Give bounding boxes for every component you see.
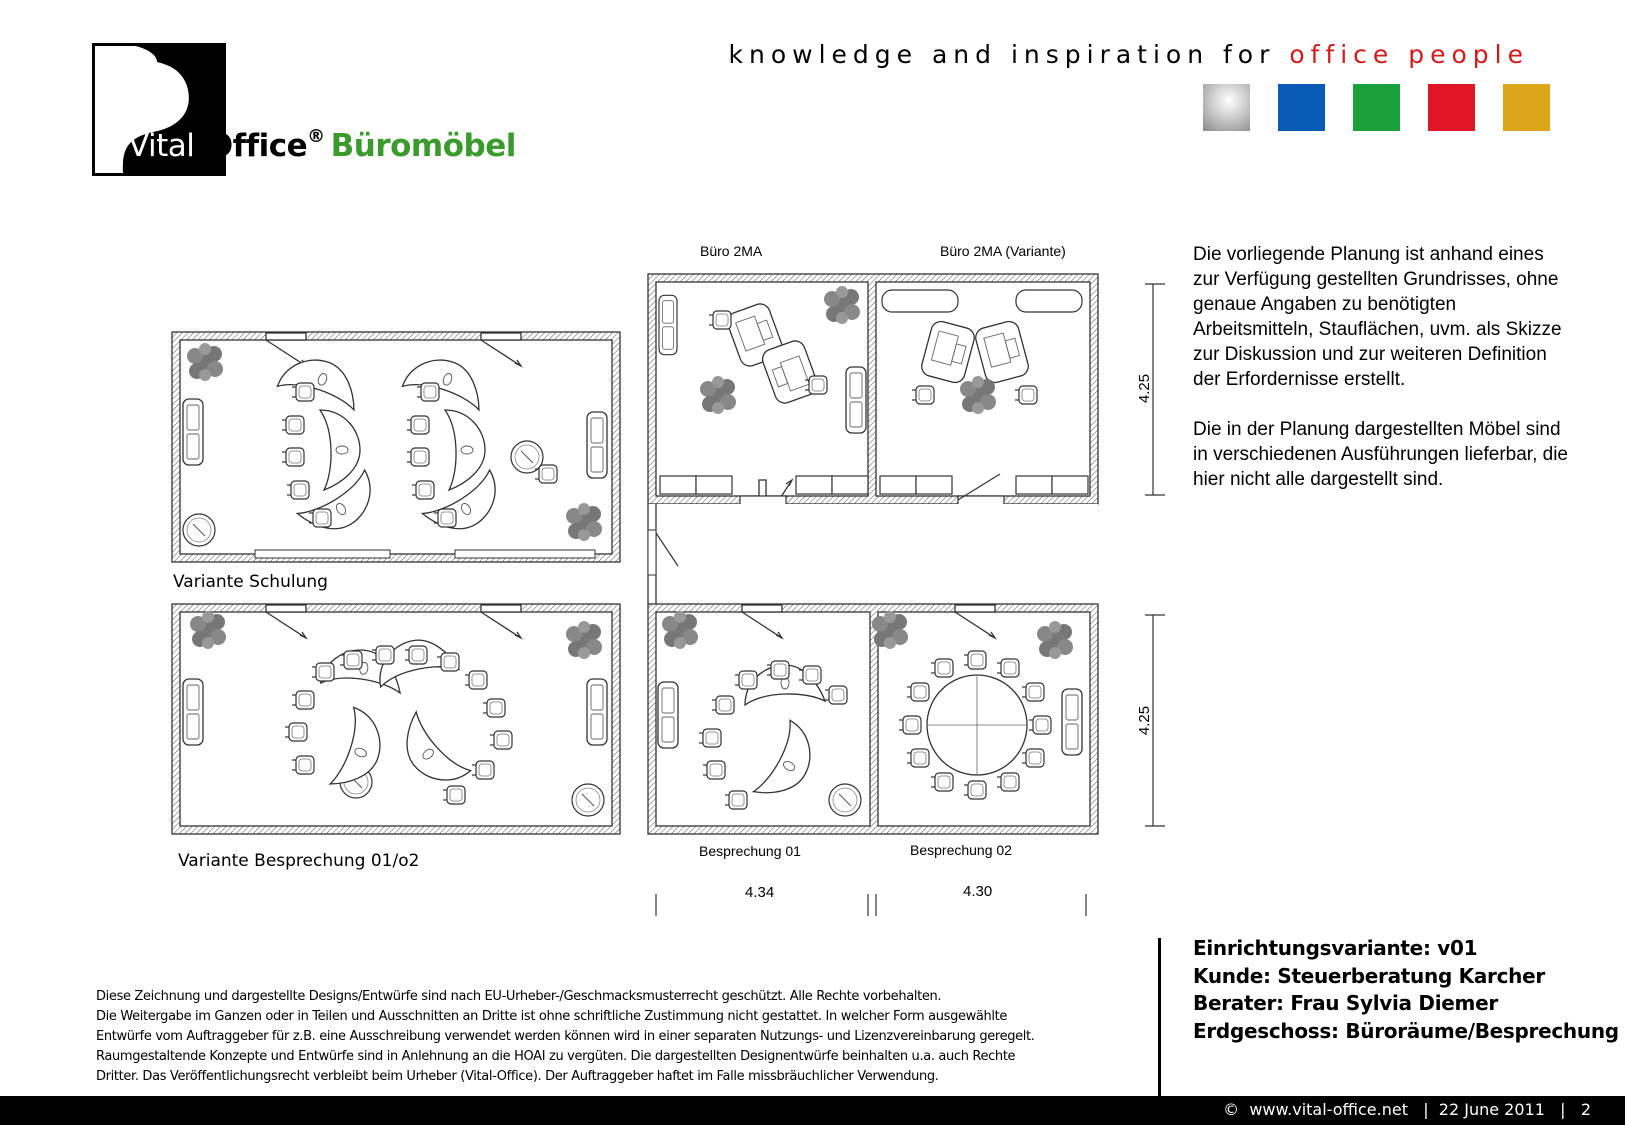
tagline-part1: knowledge and inspiration for bbox=[728, 40, 1290, 69]
dimension-height-bottom: 4.25 bbox=[1136, 705, 1154, 736]
logo-word-vital: Vital bbox=[128, 128, 195, 164]
footer-separator: | bbox=[1560, 1100, 1566, 1119]
project-info bbox=[1193, 935, 1619, 1045]
copyright-symbol: © bbox=[1223, 1100, 1240, 1119]
room-variante-schulung bbox=[172, 332, 620, 562]
logo-word-office: Office bbox=[206, 128, 308, 164]
legal-line: Diese Zeichnung und dargestellte Designs/Entwürfe sind nach EU-Urheber-/Geschmacksmusterrecht geschützt. Alle Rechte vorbehalten. bbox=[96, 989, 942, 1004]
info-kunde: Kunde: Steuerberatung Karcher bbox=[1193, 963, 1545, 988]
corridor bbox=[648, 504, 1098, 604]
legal-line: Raumgestaltende Konzepte und Entwürfe sind in Anlehnung an die HOAI zu vergüten. Die dargestellten Designentwürfe beinhalten u.a. auch Rechte bbox=[96, 1049, 1016, 1064]
dimension-width-right: 4.30 bbox=[963, 883, 993, 900]
tagline-part2: office people bbox=[1289, 40, 1529, 69]
label-buero-2ma-variante: Büro 2MA (Variante) bbox=[940, 243, 1066, 259]
info-einrichtungsvariante: Einrichtungsvariante: v01 bbox=[1193, 936, 1478, 960]
label-besprechung-02: Besprechung 02 bbox=[910, 842, 1012, 858]
footer-bar bbox=[0, 1096, 1625, 1125]
info-berater: Berater: Frau Sylvia Diemer bbox=[1193, 991, 1498, 1015]
description-paragraph-2: Die in der Planung dargestellten Möbel sind in verschiedenen Ausführungen lieferbar, die hier nicht alle dargestellt sind. bbox=[1193, 419, 1568, 490]
logo-word-bueromoebel: Büromöbel bbox=[330, 128, 516, 164]
info-erdgeschoss: Erdgeschoss: Büroräume/Besprechung bbox=[1193, 1018, 1619, 1043]
legal-line: Die Weitergabe im Ganzen oder in Teilen und Ausschnitten an Dritte ist ohne schriftliche Zustimmung nicht gestattet. In welcher Form ausgewählte bbox=[96, 1009, 1008, 1024]
room-variante-besprechung bbox=[172, 604, 620, 834]
footer-url[interactable]: www.vital-office.net bbox=[1249, 1100, 1408, 1119]
info-divider bbox=[1158, 938, 1161, 1096]
description bbox=[1193, 242, 1573, 517]
label-buero-2ma: Büro 2MA bbox=[700, 243, 763, 259]
label-variante-schulung: Variante Schulung bbox=[173, 572, 328, 592]
dimension-width-left: 4.34 bbox=[745, 884, 775, 901]
legal-notice bbox=[96, 987, 1146, 1087]
logo-registered: ® bbox=[307, 126, 325, 147]
room-besprechung-01 bbox=[648, 604, 1098, 834]
footer-text bbox=[1223, 1100, 1591, 1119]
legal-line: Entwürfe vom Auftraggeber für z.B. eine Ausschreibung verwendet werden können wird in einer separaten Nutzungs- und Lizenzvereinbarung geregelt. bbox=[96, 1029, 1035, 1044]
dimension-height-top: 4.25 bbox=[1136, 373, 1154, 404]
label-besprechung-01: Besprechung 01 bbox=[699, 843, 801, 859]
legal-line: Dritter. Das Veröffentlichungsrecht verbleibt beim Urheber (Vital-Office). Der Auftraggeber haftet im Falle missbräuchlicher Verwendung. bbox=[96, 1069, 939, 1084]
footer-date: 22 June 2011 bbox=[1438, 1100, 1545, 1119]
label-variante-besprechung: Variante Besprechung 01/o2 bbox=[178, 851, 420, 871]
logo-dash: - bbox=[194, 128, 207, 164]
footer-separator: | bbox=[1423, 1100, 1429, 1119]
description-paragraph-1: Die vorliegende Planung ist anhand eines zur Verfügung gestellten Grundrisses, ohne genaue Angaben zu benötigten Arbeitsmitteln, Stauflächen, uvm. als Skizze zur Diskussion und zur weiteren Definition der Erfordernisse erstellt. bbox=[1193, 244, 1562, 390]
page-number: 2 bbox=[1580, 1100, 1591, 1119]
